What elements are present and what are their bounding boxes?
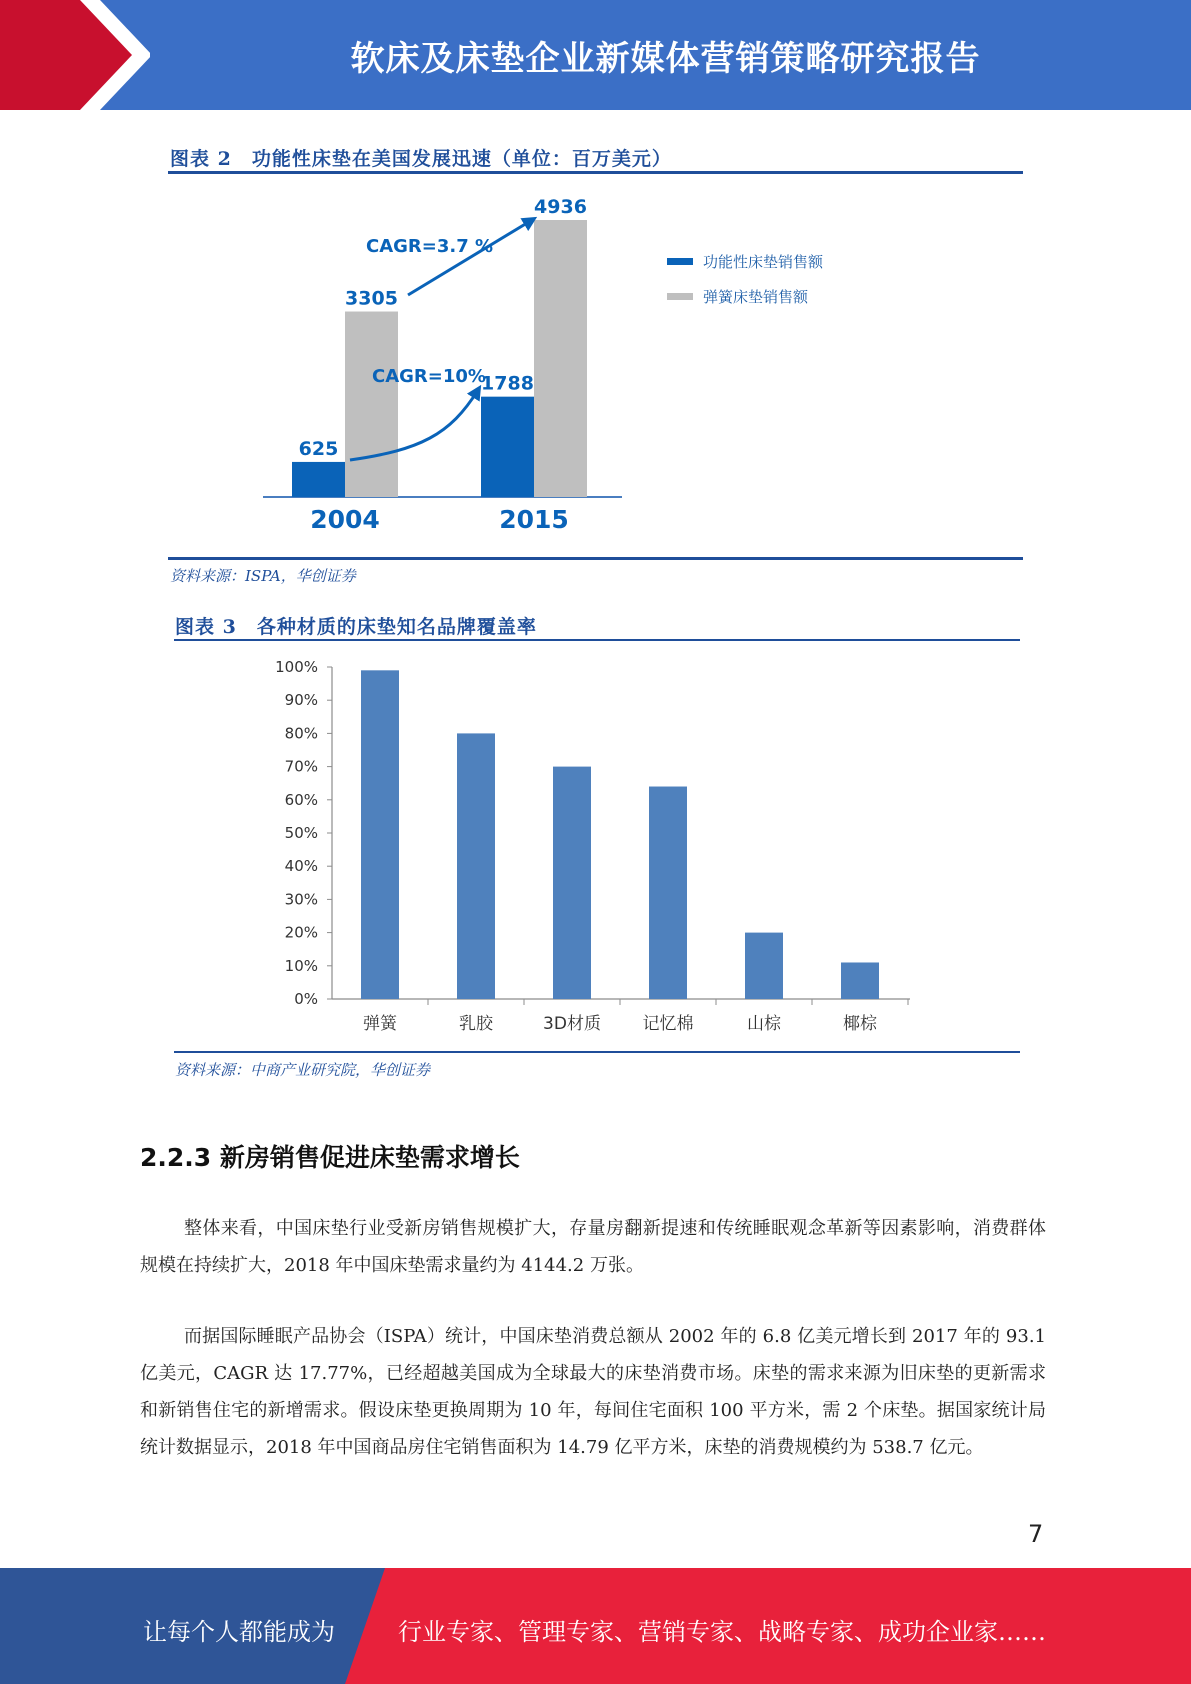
legend-label-functional: 功能性床垫销售额 <box>703 253 824 271</box>
bar-2004-spring <box>345 312 398 497</box>
cagr-label-functional: CAGR=10% <box>372 366 486 387</box>
cagr-arrow-spring <box>408 220 532 295</box>
x-category-label: 弹簧 <box>363 1014 397 1034</box>
page-number: 7 <box>1028 1520 1044 1548</box>
y-tick-label: 40% <box>284 857 318 876</box>
y-tick-label: 20% <box>284 923 318 942</box>
bar-value-label: 1788 <box>481 372 534 395</box>
figure3-source: 资料来源：中商产业研究院，华创证券 <box>175 1061 431 1079</box>
bar-山棕 <box>745 933 783 999</box>
section-heading: 2.2.3 新房销售促进床垫需求增长 <box>140 1143 520 1172</box>
x-category-label: 记忆棉 <box>642 1014 694 1034</box>
y-tick-label: 60% <box>284 790 318 809</box>
x-category-label: 2004 <box>310 505 380 534</box>
figure3-title: 图表 3 各种材质的床垫知名品牌覆盖率 <box>175 616 537 638</box>
paragraph-2: 而据国际睡眠产品协会（ISPA）统计，中国床垫消费总额从 2002 年的 6.8 亿美元增长到 2017 年的 93.1 亿美元，CAGR 达 17.77%，已经超越美国成为全球最大的床垫消费市场。床垫的需求来源为旧床垫的更新需求和新销售住宅的新增需求。假设床垫更换周期为 10 年，每间住宅面积 100 平方米，需 2 个床垫。据国家统计局统计数据显示，2018 年中国商品房住宅销售面积为 14.79 亿平方米，床垫的消费规模约为 538.7 亿元。 <box>140 1326 1046 1458</box>
y-tick-label: 0% <box>294 990 318 1008</box>
figure3-bottom-rule <box>174 1051 1020 1053</box>
bar-2015-spring <box>534 220 587 497</box>
x-category-label: 2015 <box>499 505 569 534</box>
legend-swatch-functional <box>667 258 693 265</box>
x-category-label: 椰棕 <box>843 1014 877 1034</box>
paragraph-1: 整体来看，中国床垫行业受新房销售规模扩大，存量房翻新提速和传统睡眠观念革新等因素影响，消费群体规模在持续扩大，2018 年中国床垫需求量约为 4144.2 万张。 <box>140 1218 1046 1276</box>
bar-记忆棉 <box>649 787 687 999</box>
y-tick-label: 50% <box>284 824 318 842</box>
bar-乳胶 <box>457 733 495 999</box>
x-category-label: 乳胶 <box>459 1014 493 1034</box>
bar-value-label: 4936 <box>534 196 587 218</box>
y-tick-label: 80% <box>284 724 318 743</box>
y-tick-label: 70% <box>284 757 318 776</box>
legend-label-spring: 弹簧床垫销售额 <box>703 288 809 306</box>
y-tick-label: 30% <box>284 890 318 909</box>
y-tick-label: 10% <box>284 956 318 975</box>
footer-slogan-left: 让每个人都能成为 <box>143 1618 335 1646</box>
cagr-label-spring: CAGR=3.7 % <box>366 236 494 257</box>
bar-椰棕 <box>841 962 879 999</box>
figure3-chart <box>0 640 1191 1040</box>
figure2-bottom-rule <box>168 557 1023 560</box>
report-title: 软床及床垫企业新媒体营销策略研究报告 <box>350 38 981 79</box>
bar-value-label: 625 <box>298 437 339 460</box>
bar-value-label: 3305 <box>345 287 398 310</box>
bar-2015-functional <box>481 397 534 497</box>
y-tick-label: 100% <box>275 658 318 676</box>
figure2-title: 图表 2 功能性床垫在美国发展迅速（单位：百万美元） <box>170 148 672 170</box>
x-category-label: 3D材质 <box>543 1014 601 1034</box>
figure2-chart <box>0 0 1191 560</box>
y-tick-label: 90% <box>284 691 318 710</box>
footer-slogan-right: 行业专家、管理专家、营销专家、战略专家、成功企业家…… <box>398 1618 1046 1646</box>
bar-弹簧 <box>361 670 399 999</box>
bar-3D材质 <box>553 767 591 999</box>
figure2-source: 资料来源：ISPA，华创证券 <box>170 567 356 585</box>
legend-swatch-spring <box>667 293 693 300</box>
bar-2004-functional <box>292 462 345 497</box>
x-category-label: 山棕 <box>747 1014 781 1034</box>
